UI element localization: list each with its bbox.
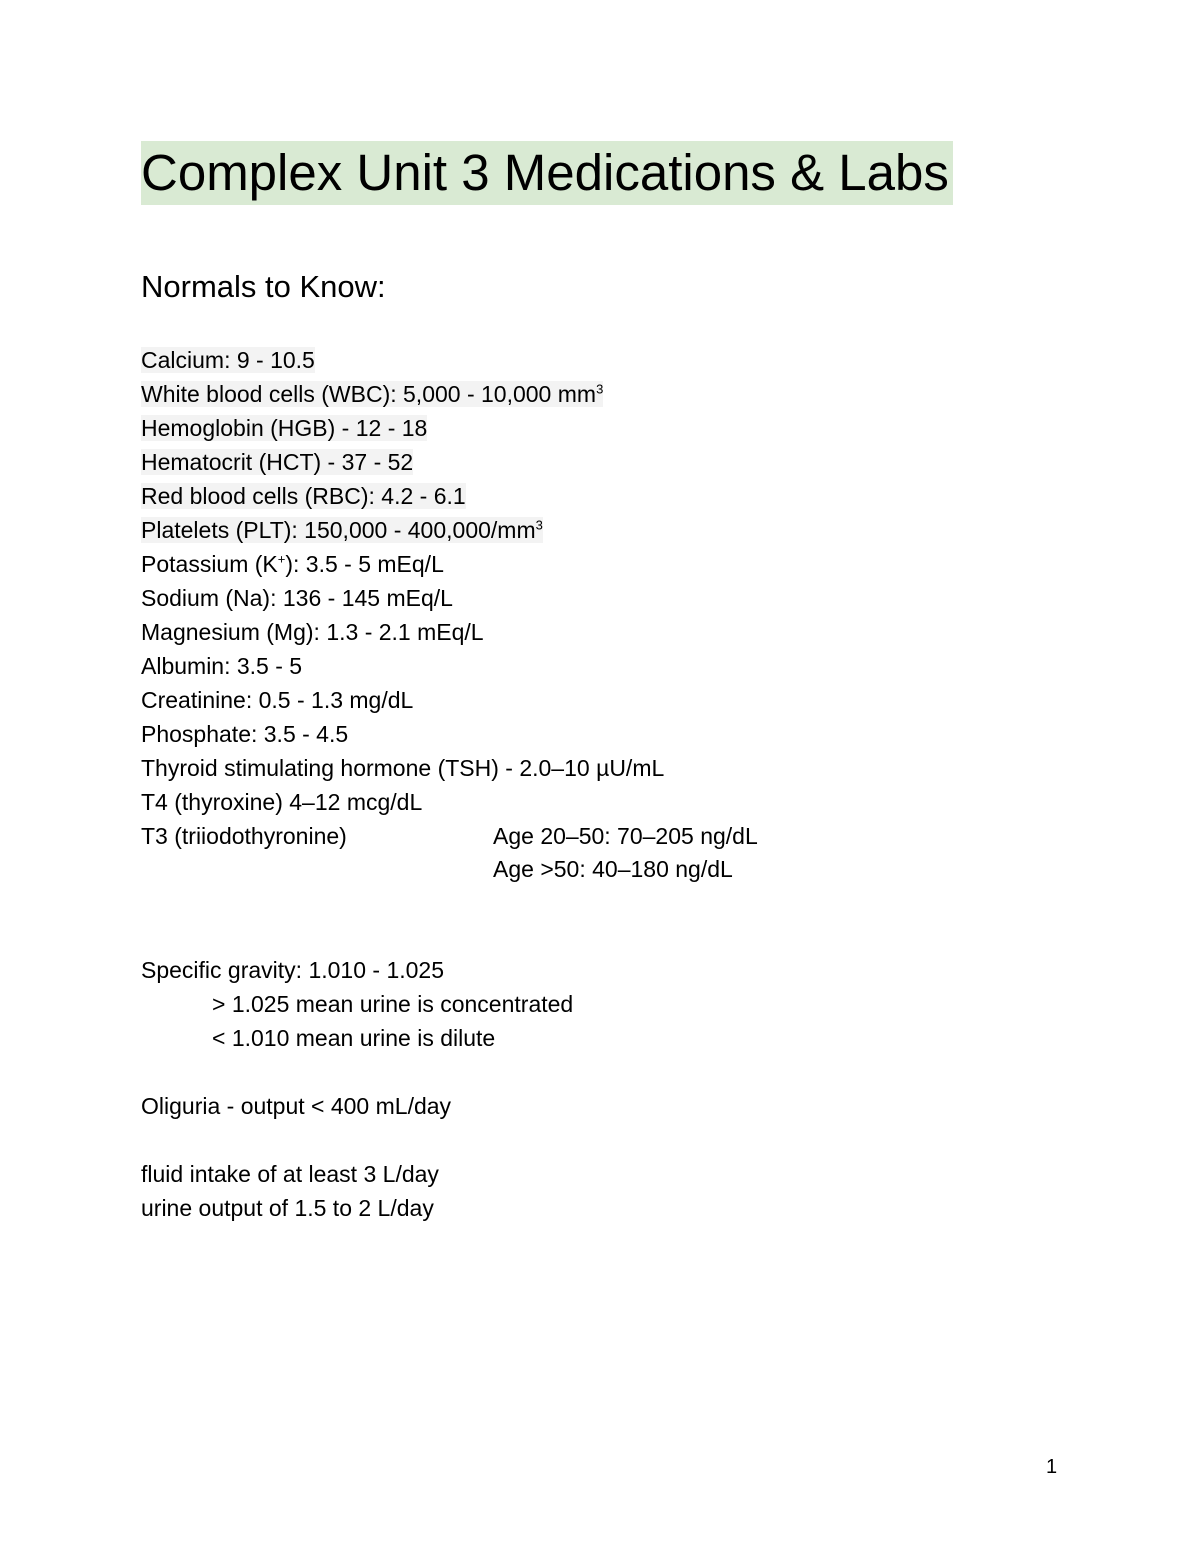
specific-gravity-section xyxy=(141,953,573,1055)
specific-gravity-heading: Specific gravity: 1.010 - 1.025 xyxy=(141,957,444,983)
lab-value-main: T4 (thyroxine) 4–12 mcg/dL xyxy=(141,789,423,815)
lab-value-superscript: + xyxy=(277,551,286,567)
lab-value-main: Thyroid stimulating hormone (TSH) - 2.0–10 µU/mL xyxy=(141,755,665,781)
lab-value-row xyxy=(141,615,664,649)
lab-value-text xyxy=(141,415,427,441)
lab-value-main: Creatinine: 0.5 - 1.3 mg/dL xyxy=(141,687,414,713)
fluids-section xyxy=(141,1157,439,1225)
lab-value-main: Magnesium (Mg): 1.3 - 2.1 mEq/L xyxy=(141,619,484,645)
lab-value-row xyxy=(141,717,664,751)
lab-value-row xyxy=(141,377,664,411)
lab-value-main: Platelets (PLT): 150,000 - 400,000/mm xyxy=(141,517,536,543)
oliguria-text: Oliguria - output < 400 mL/day xyxy=(141,1093,452,1119)
lab-value-text xyxy=(141,381,603,407)
lab-value-text xyxy=(141,347,315,373)
lab-value-text xyxy=(141,619,484,645)
lab-value-superscript: 3 xyxy=(535,517,543,533)
lab-value-main: Potassium (K xyxy=(141,551,278,577)
t3-value-age-over-50: Age >50: 40–180 ng/dL xyxy=(493,856,733,882)
lab-value-text xyxy=(141,687,413,713)
oliguria-section xyxy=(141,1089,451,1123)
lab-value-text xyxy=(141,721,348,747)
t3-label: T3 (triiodothyronine) xyxy=(141,823,347,849)
lab-value-superscript: 3 xyxy=(596,381,604,397)
lab-value-text xyxy=(141,755,664,781)
urine-output-text: urine output of 1.5 to 2 L/day xyxy=(141,1195,434,1221)
lab-value-main: Red blood cells (RBC): 4.2 - 6.1 xyxy=(141,483,466,509)
lab-value-row xyxy=(141,411,664,445)
lab-value-row xyxy=(141,751,664,785)
lab-value-row xyxy=(141,581,664,615)
lab-value-suffix: ): 3.5 - 5 mEq/L xyxy=(285,551,444,577)
lab-value-text xyxy=(141,585,453,611)
lab-value-row xyxy=(141,785,664,819)
specific-gravity-note-concentrated: > 1.025 mean urine is concentrated xyxy=(212,991,574,1017)
lab-value-text xyxy=(141,483,466,509)
lab-value-row xyxy=(141,513,664,547)
lab-value-main: Hematocrit (HCT) - 37 - 52 xyxy=(141,449,414,475)
lab-value-row xyxy=(141,445,664,479)
lab-value-main: Sodium (Na): 136 - 145 mEq/L xyxy=(141,585,453,611)
lab-value-row xyxy=(141,479,664,513)
lab-value-main: White blood cells (WBC): 5,000 - 10,000 mm xyxy=(141,381,597,407)
lab-value-row xyxy=(141,547,664,581)
lab-value-text xyxy=(141,517,543,543)
lab-value-text xyxy=(141,789,422,815)
lab-value-text xyxy=(141,653,302,679)
lab-values-list xyxy=(141,343,664,819)
page-number: 1 xyxy=(1046,1456,1058,1478)
lab-value-row xyxy=(141,683,664,717)
lab-value-row xyxy=(141,649,664,683)
lab-value-text xyxy=(141,551,444,577)
section-heading-normals: Normals to Know: xyxy=(141,269,386,304)
lab-value-main: Calcium: 9 - 10.5 xyxy=(141,347,315,373)
lab-value-main: Phosphate: 3.5 - 4.5 xyxy=(141,721,349,747)
fluid-intake-text: fluid intake of at least 3 L/day xyxy=(141,1161,439,1187)
lab-value-row xyxy=(141,343,664,377)
document-title: Complex Unit 3 Medications & Labs xyxy=(141,141,953,205)
specific-gravity-note-dilute: < 1.010 mean urine is dilute xyxy=(212,1025,496,1051)
lab-value-text xyxy=(141,449,413,475)
t3-value-age-20-50: Age 20–50: 70–205 ng/dL xyxy=(493,823,758,849)
lab-value-main: Albumin: 3.5 - 5 xyxy=(141,653,303,679)
lab-value-main: Hemoglobin (HGB) - 12 - 18 xyxy=(141,415,428,441)
